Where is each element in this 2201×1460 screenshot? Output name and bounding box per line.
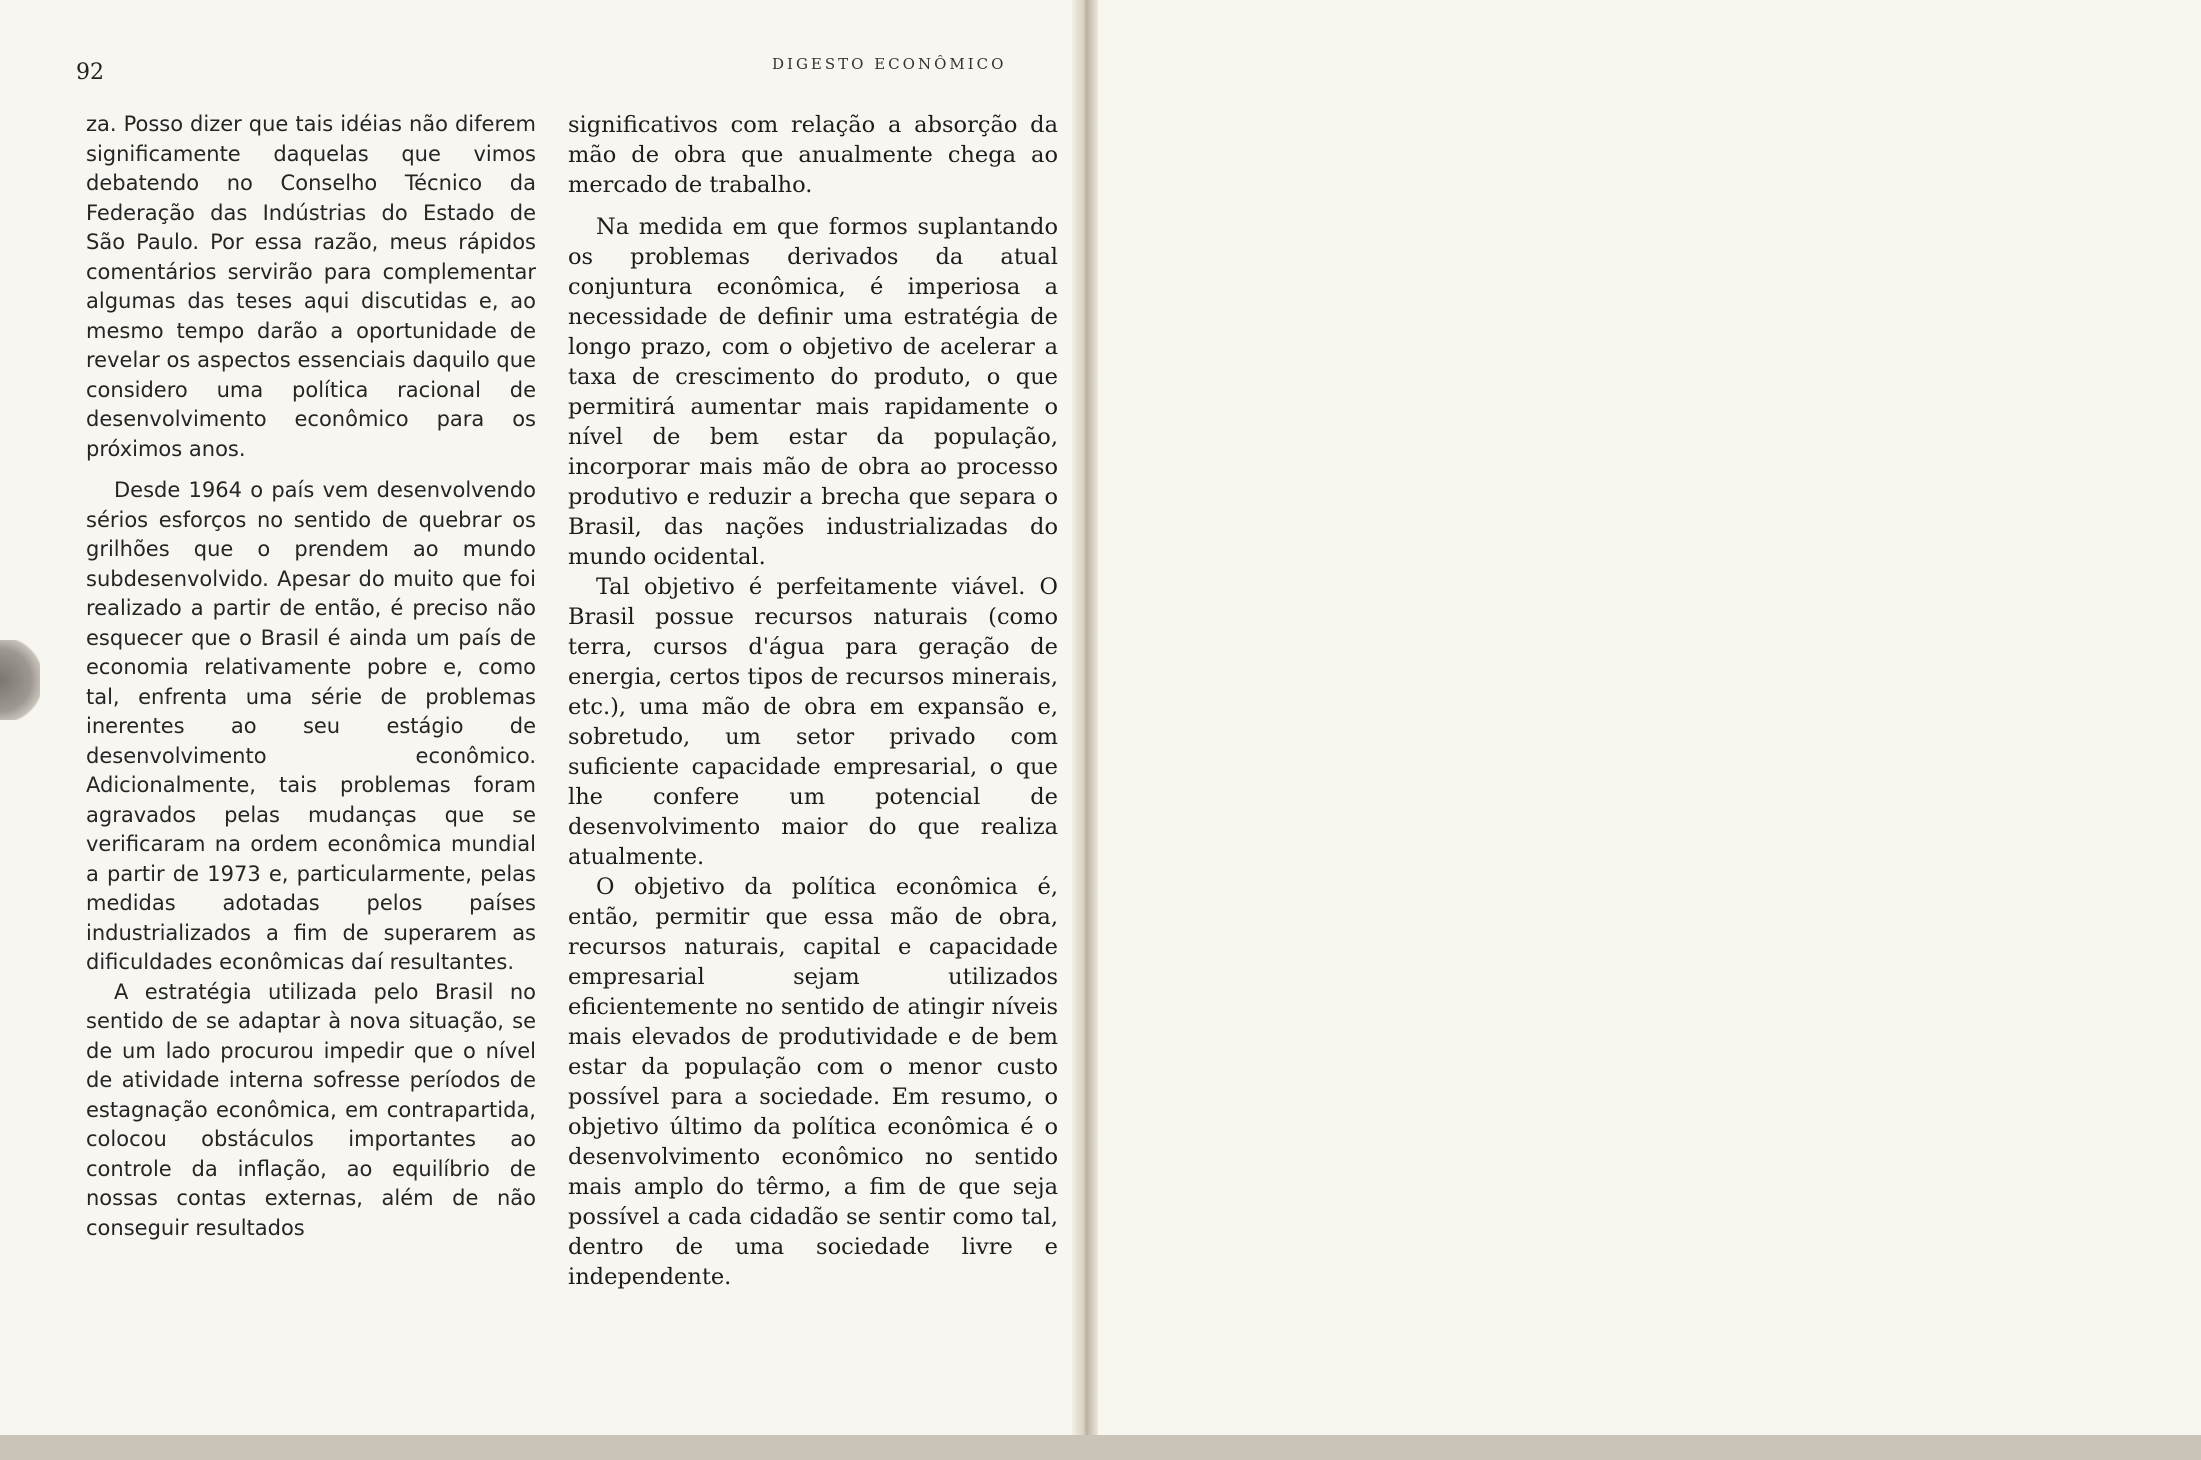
paragraph: Desde 1964 o país vem desenvolvendo sérios esforços no sentido de quebrar os grilhões que o prendem ao mundo subdesenvolvido. Apesar do muito que foi realizado a partir de então, é preciso não esquecer que o Brasil é ainda um país de economia relativamente pobre e, como tal, enfrenta uma série de problemas inerentes ao seu estágio de desenvolvimento econômico. Adicionalmente, tais problemas foram agravados pelas mudanças que se verificaram na ordem econômica mundial a partir de 1973 e, particularmente, pelas medidas adotadas pelos países industrializados a fim de superarem as dificuldades econômicas daí resultantes. [86,478,536,974]
left-page [0,0,1082,1435]
paragraph: Na medida em que formos suplantando os problemas derivados da atual conjuntura econômica, é imperiosa a necessidade de definir uma estratégia de longo prazo, com o objetivo de acelerar a taxa de crescimento do produto, o que permitirá aumentar mais rapidamente o nível de bem estar da população, incorporar mais mão de obra ao processo produtivo e reduzir a brecha que separa o Brasil, das nações industrializadas do mundo ocidental. [568,214,1058,570]
paragraph: za. Posso dizer que tais idéias não diferem significamente daquelas que vimos debatendo no Conselho Técnico da Federação das Indústrias do Estado de São Paulo. Por essa razão, meus rápidos comentários servirão para complementar algumas das teses aqui discutidas e, ao mesmo tempo darão a oportunidade de revelar os aspectos essenciais daquilo que considero uma política racional de desenvolvimento econômico para os próximos anos. [86,112,536,461]
page-number: 92 [76,60,104,85]
left-page-column-2 [568,110,1058,1292]
paragraph: Tal objetivo é perfeitamente viável. O Brasil possue recursos naturais (como terra, cursos d'água para geração de energia, certos tipos de recursos minerais, etc.), uma mão de obra em expansão e, sobretudo, um setor privado com suficiente capacidade empresarial, o que lhe confere um potencial de desenvolvimento maior do que realiza atualmente. [568,574,1058,870]
book-gutter [1072,0,1098,1460]
page-bottom-edge [0,1435,2201,1460]
paragraph: O objetivo da política econômica é, então, permitir que essa mão de obra, recursos naturais, capital e capacidade empresarial sejam utilizados eficientemente no sentido de atingir níveis mais elevados de produtividade e de bem estar da população com o menor custo possível para a sociedade. Em resumo, o objetivo último da política econômica é o desenvolvimento econômico no sentido mais amplo do têrmo, a fim de que seja possível a cada cidadão se sentir como tal, dentro de uma sociedade livre e independente. [568,874,1058,1290]
paragraph: A estratégia utilizada pelo Brasil no sentido de se adaptar à nova situação, se de um lado procurou impedir que o nível de atividade interna sofresse períodos de estagnação econômica, em contrapartida, colocou obstáculos importantes ao controle da inflação, ao equilíbrio de nossas contas externas, além de não conseguir resultados [86,979,536,1240]
left-page-column-1 [86,110,536,1243]
binder-hole-mark [0,640,40,720]
paragraph: significativos com relação a absorção da mão de obra que anualmente chega ao mercado de trabalho. [568,112,1058,198]
running-head: DIGESTO ECONÔMICO [772,55,1007,73]
